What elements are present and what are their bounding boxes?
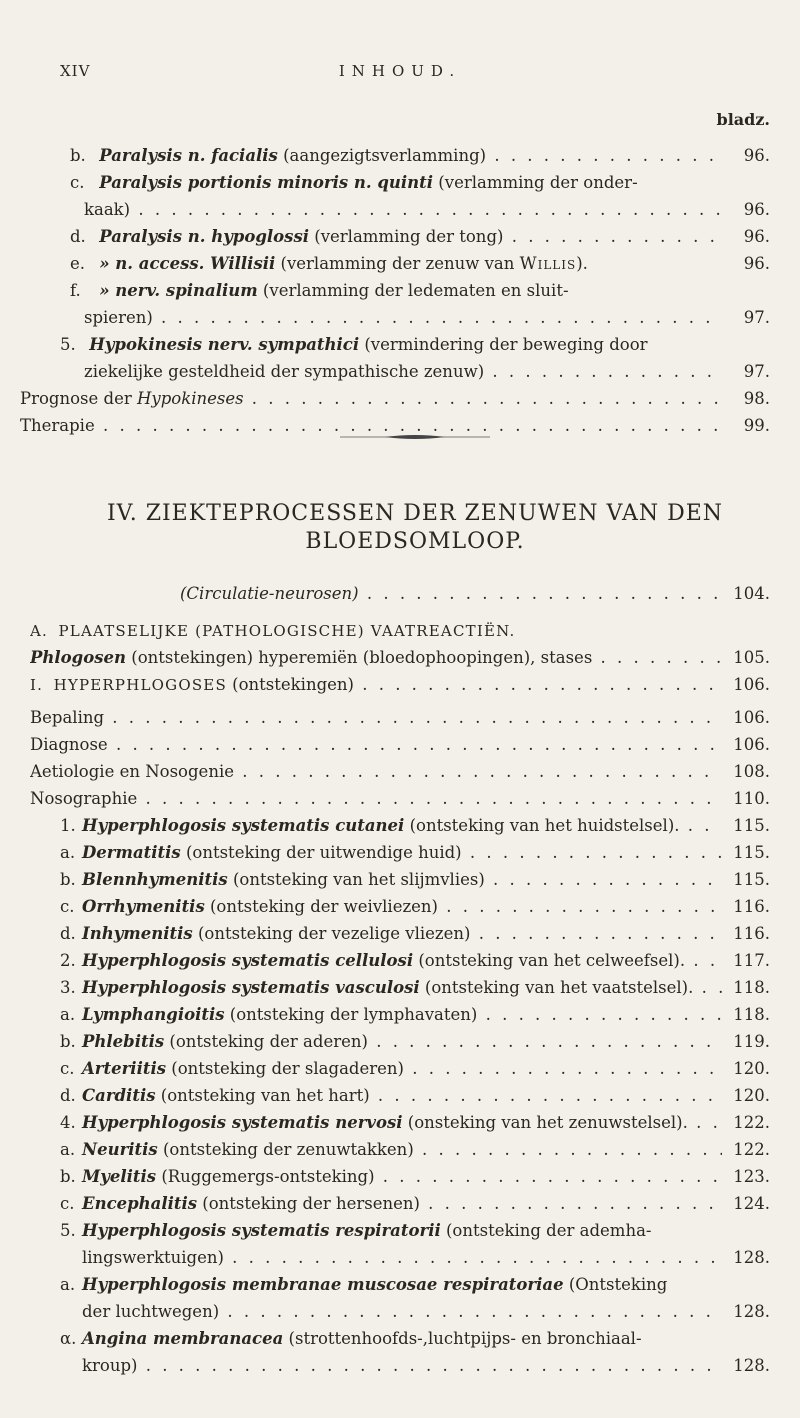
entry-text: Aetiologie en Nosogenie . . . bbox=[30, 758, 722, 785]
entry-term: Myelitis bbox=[82, 1167, 157, 1186]
entry-desc: (verlamming der tong) bbox=[309, 227, 504, 246]
entry-label: 4. bbox=[60, 1113, 76, 1132]
entry-desc: (verlamming der ledematen en sluit- bbox=[257, 281, 569, 300]
entry-page: 118. bbox=[733, 978, 770, 997]
entry-page: 106. bbox=[733, 708, 770, 727]
page-number: XIV bbox=[60, 62, 91, 80]
entry-text: Therapie . . . bbox=[20, 412, 722, 439]
entry-label: 3. bbox=[60, 978, 76, 997]
entry-term: Angina membranacea bbox=[82, 1329, 284, 1348]
entry-page: 118. bbox=[733, 1005, 770, 1024]
entry-page: 96. bbox=[743, 200, 770, 219]
entry-term: Inhymenitis bbox=[82, 924, 193, 943]
entry-label: e. bbox=[70, 254, 86, 273]
entry-label: α. bbox=[60, 1329, 77, 1348]
entry-desc: (aangezigtsverlamming) bbox=[277, 146, 487, 165]
entry-page: 128. bbox=[733, 1248, 770, 1267]
entry-continuation: kaak) . . . bbox=[84, 196, 722, 223]
entry-desc: (ontsteking van het hart) bbox=[155, 1086, 370, 1105]
toc-entry bbox=[60, 947, 770, 974]
entry-page: 120. bbox=[733, 1059, 770, 1078]
entry-term: Hyperphlogosis systematis respiratorii bbox=[82, 1221, 441, 1240]
entry-label: a. bbox=[60, 1275, 76, 1294]
entry-continuation: der luchtwegen) . . . bbox=[82, 1298, 722, 1325]
toc-entry bbox=[20, 385, 770, 412]
entry-label: b. bbox=[60, 1032, 76, 1051]
subtitle-text: (Circulatie-neurosen) bbox=[180, 584, 359, 603]
entry-term: Hyperphlogosis systematis cellulosi bbox=[82, 951, 414, 970]
entry-page: 116. bbox=[733, 897, 770, 916]
entry-label: b. bbox=[60, 1167, 76, 1186]
heading-text: PLAATSELIJKE (PATHOLOGISCHE) VAATREACTIËN. bbox=[58, 622, 516, 640]
entry-page: 122. bbox=[733, 1140, 770, 1159]
entry-page: 98. bbox=[743, 389, 770, 408]
entry-page: 96. bbox=[743, 146, 770, 165]
entry-page: 122. bbox=[733, 1113, 770, 1132]
entry-label: f. bbox=[70, 281, 81, 300]
entry-term: » nerv. spinalium bbox=[99, 281, 258, 300]
entry-page: 115. bbox=[733, 816, 770, 835]
entry-label: d. bbox=[70, 227, 86, 246]
entry-term: Hyperphlogosis membranae muscosae respiratoriae bbox=[82, 1275, 564, 1294]
page-column-heading: bladz. bbox=[716, 110, 770, 129]
entry-page: 106. bbox=[733, 735, 770, 754]
entry-text: Nosographie . . . bbox=[30, 785, 722, 812]
entry-term: Blennhymenitis bbox=[82, 870, 228, 889]
entry-desc: (ontsteking der aderen) bbox=[164, 1032, 368, 1051]
entry-term: Orrhymenitis bbox=[82, 897, 205, 916]
entry-desc: (ontsteking der vezelige vliezen) bbox=[192, 924, 471, 943]
entry-page: 110. bbox=[733, 789, 770, 808]
entry-page: 105. bbox=[733, 648, 770, 667]
entry-term: Lymphangioitis bbox=[82, 1005, 225, 1024]
toc-entry bbox=[60, 1163, 770, 1190]
entry-term: Carditis bbox=[82, 1086, 156, 1105]
entry-term: Phlogosen bbox=[30, 648, 127, 667]
entry-term: Arteriitis bbox=[82, 1059, 167, 1078]
entry-page: 115. bbox=[733, 870, 770, 889]
toc-entry bbox=[30, 704, 770, 731]
entry-term: Hypokinesis nerv. sympathici bbox=[89, 335, 360, 354]
entry-page: 117. bbox=[733, 951, 770, 970]
entry-text: HYPERPHLOGOSES bbox=[53, 676, 227, 694]
entry-term: Hypokineses bbox=[136, 389, 244, 408]
toc-entry bbox=[60, 331, 770, 385]
toc-entry bbox=[60, 1325, 770, 1379]
entry-label: 1. bbox=[60, 816, 76, 835]
entry-term: Paralysis n. facialis bbox=[99, 146, 278, 165]
entry-page: 123. bbox=[733, 1167, 770, 1186]
toc-entry bbox=[60, 920, 770, 947]
entry-desc: (ontsteking der ademha- bbox=[440, 1221, 652, 1240]
entry-page: 124. bbox=[733, 1194, 770, 1213]
entry-continuation: ziekelijke gesteldheid der sympathische zenuw) . . . bbox=[84, 358, 722, 385]
toc-entry bbox=[60, 1055, 770, 1082]
toc-entry bbox=[60, 1028, 770, 1055]
entry-label: I. bbox=[30, 676, 44, 694]
entry-desc: (ontsteking van het vaatstelsel). bbox=[419, 978, 694, 997]
toc-entry bbox=[30, 644, 770, 671]
toc-entry bbox=[30, 758, 770, 785]
section-title-line-2: BLOEDSOMLOOP. bbox=[305, 529, 525, 554]
entry-label: b. bbox=[70, 146, 86, 165]
section-title bbox=[60, 500, 770, 556]
entry-term: Encephalitis bbox=[82, 1194, 198, 1213]
entry-label: 5. bbox=[60, 1221, 76, 1240]
entry-page: 115. bbox=[733, 843, 770, 862]
entry-page: 97. bbox=[743, 308, 770, 327]
entry-name-smallcaps: Willis bbox=[519, 254, 577, 273]
entry-desc: (ontsteking der weivliezen) bbox=[204, 897, 438, 916]
toc-entry bbox=[60, 839, 770, 866]
entry-term: » n. access. Willisii bbox=[99, 254, 276, 273]
toc-entry bbox=[60, 169, 770, 223]
entry-desc: (verlamming der zenuw van bbox=[275, 254, 520, 273]
entry-desc: (verlamming der onder- bbox=[433, 173, 638, 192]
entry-desc: (ontsteking der lymphavaten) bbox=[224, 1005, 478, 1024]
entry-label: a. bbox=[60, 1140, 76, 1159]
entry-desc: (ontsteking der uitwendige huid) bbox=[180, 843, 462, 862]
entry-label: c. bbox=[60, 1194, 75, 1213]
entry-desc: (ontsteking van het slijmvlies) bbox=[227, 870, 485, 889]
toc-entry bbox=[60, 974, 770, 1001]
entry-desc: (ontstekingen) hyperemiën (bloedophoopingen), stases bbox=[126, 648, 593, 667]
entry-label: c. bbox=[60, 1059, 75, 1078]
toc-entry bbox=[60, 1082, 770, 1109]
entry-desc: (onsteking van het zenuwstelsel). bbox=[402, 1113, 688, 1132]
entry-page: 116. bbox=[733, 924, 770, 943]
entry-page: 97. bbox=[743, 362, 770, 381]
toc-entry bbox=[30, 785, 770, 812]
entry-term: Neuritis bbox=[82, 1140, 158, 1159]
toc-entry bbox=[60, 1190, 770, 1217]
toc-entry bbox=[30, 731, 770, 758]
entry-term: Hyperphlogosis systematis vasculosi bbox=[82, 978, 420, 997]
entry-desc: (vermindering der beweging door bbox=[359, 335, 648, 354]
entry-label: 2. bbox=[60, 951, 76, 970]
toc-entry bbox=[60, 1109, 770, 1136]
toc-entry bbox=[60, 893, 770, 920]
entry-continuation: kroup) . . . bbox=[82, 1352, 722, 1379]
entry-term: Hyperphlogosis systematis nervosi bbox=[82, 1113, 403, 1132]
entry-desc: (ontsteking van het huidstelsel). bbox=[404, 816, 680, 835]
entry-label: d. bbox=[60, 1086, 76, 1105]
entry-page: 119. bbox=[733, 1032, 770, 1051]
entry-label: a. bbox=[60, 1005, 76, 1024]
toc-entry bbox=[60, 142, 770, 169]
entry-continuation: spieren) . . . bbox=[84, 304, 722, 331]
entry-desc: (ontstekingen) bbox=[226, 675, 354, 694]
entry-desc: (Ruggemergs-ontsteking) bbox=[156, 1167, 375, 1186]
entry-page: 96. bbox=[743, 254, 770, 273]
entry-desc: (strottenhoofds-,luchtpijps- en bronchiaal- bbox=[283, 1329, 642, 1348]
toc-entry bbox=[60, 250, 770, 277]
entry-desc: (ontsteking van het celweefsel). bbox=[413, 951, 686, 970]
entry-term: Paralysis n. hypoglossi bbox=[99, 227, 310, 246]
toc-entry bbox=[30, 671, 770, 698]
entry-label: c. bbox=[60, 897, 75, 916]
entry-text: Diagnose . . . bbox=[30, 731, 722, 758]
entry-page: 128. bbox=[733, 1356, 770, 1375]
entry-page: 120. bbox=[733, 1086, 770, 1105]
entry-page: 128. bbox=[733, 1302, 770, 1321]
running-title: INHOUD. bbox=[338, 62, 462, 80]
entry-text: Bepaling . . . bbox=[30, 704, 722, 731]
toc-entry bbox=[60, 1136, 770, 1163]
entry-desc: (ontsteking der zenuwtakken) bbox=[157, 1140, 414, 1159]
entry-page: 99. bbox=[743, 416, 770, 435]
entry-page: 104. bbox=[733, 584, 770, 603]
entry-term: Hyperphlogosis systematis cutanei bbox=[82, 816, 405, 835]
entry-tail: ). bbox=[576, 254, 588, 273]
entry-label: d. bbox=[60, 924, 76, 943]
entry-page: 106. bbox=[733, 675, 770, 694]
entry-term: Phlebitis bbox=[82, 1032, 165, 1051]
entry-label: 5. bbox=[60, 335, 76, 354]
section-subtitle bbox=[60, 580, 770, 607]
toc-entry bbox=[60, 1001, 770, 1028]
toc-entry bbox=[60, 812, 770, 839]
ornament-rule bbox=[340, 433, 490, 441]
section-title-line-1: IV. ZIEKTEPROCESSEN DER ZENUWEN VAN DEN bbox=[106, 501, 724, 526]
toc-entry bbox=[60, 866, 770, 893]
entry-continuation: lingswerktuigen) . . . bbox=[82, 1244, 722, 1271]
running-head bbox=[60, 62, 740, 86]
entry-desc: (ontsteking der hersenen) bbox=[197, 1194, 420, 1213]
entry-desc: (Ontsteking bbox=[563, 1275, 668, 1294]
entry-desc: (ontsteking der slagaderen) bbox=[166, 1059, 404, 1078]
entry-label: b. bbox=[60, 870, 76, 889]
entry-page: 96. bbox=[743, 227, 770, 246]
entry-term: Paralysis portionis minoris n. quinti bbox=[99, 173, 434, 192]
entry-label: c. bbox=[70, 173, 85, 192]
toc-entry bbox=[60, 1271, 770, 1325]
toc-entry bbox=[60, 277, 770, 331]
entry-page: 108. bbox=[733, 762, 770, 781]
toc-heading bbox=[30, 617, 770, 644]
entry-text: Prognose der bbox=[20, 389, 137, 408]
toc-entry bbox=[60, 1217, 770, 1271]
entry-label: A. bbox=[30, 622, 49, 640]
entry-term: Dermatitis bbox=[82, 843, 181, 862]
entry-label: a. bbox=[60, 843, 76, 862]
toc-entry bbox=[60, 223, 770, 250]
